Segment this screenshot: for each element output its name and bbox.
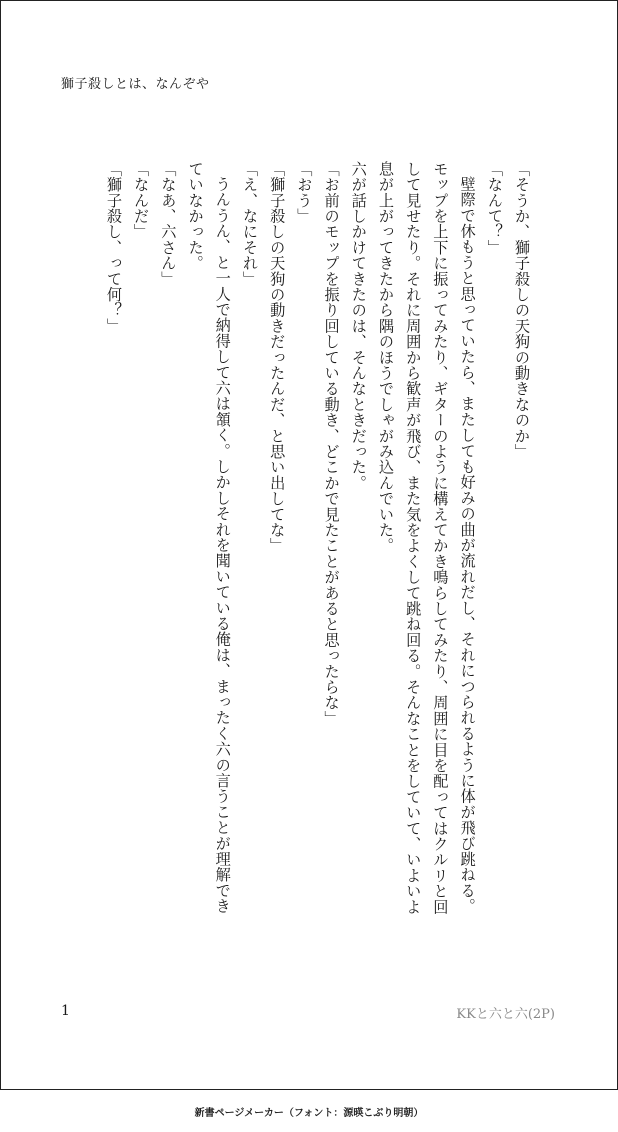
text-line: 「獅子殺しの天狗の動きだったんだ、と思い出してな」 xyxy=(268,161,287,554)
text-line: 「え、なにそれ」 xyxy=(240,161,259,287)
text-line: 「なんだ」 xyxy=(132,161,151,240)
text-line: 「なんて？」 xyxy=(485,161,504,256)
chapter-title: 獅子殺しとは、なんぞや xyxy=(61,77,210,92)
text-line: 「なあ、六さん」 xyxy=(159,161,178,287)
text-line: 「おう」 xyxy=(295,161,314,224)
vertical-body-text xyxy=(75,161,535,921)
generator-credit: 新書ページメーカー（フォント：源暎こぶり明朝） xyxy=(194,1108,424,1119)
text-line: 六が話しかけてきたのは、そんなときだった。 xyxy=(349,161,368,491)
text-line: 「お前のモップを振り回している動き、どこかで見たことがあると思ったらな」 xyxy=(322,161,341,727)
text-line: 「獅子殺し、って何？」 xyxy=(104,161,123,334)
text-line: うんうん、と一人で納得して六は頷く。しかしそれを聞いている俺は、まったく六の言うことが理解できていなかった。 xyxy=(186,161,232,915)
book-title-label: KKと六と六(2P) xyxy=(456,1007,555,1022)
text-line: 「そうか、獅子殺しの天狗の動きなのか」 xyxy=(513,161,531,460)
page-number: 1 xyxy=(61,1003,70,1019)
text-line: 壁際で休もうと思っていたら、またしても好みの曲が流れだし、それにつられるように体が飛び跳ねる。モップを上下に振ってみたり、ギターのように構えてかき鳴らしてみたり、周囲に目を配ってはクルリと回して見せたり。それに周囲から歓声が飛び、また気をよくして跳ね回る。そんなことをしていて、いよいよ息が上がってきたから隅のほうでしゃがみ込んでいた。 xyxy=(376,161,477,915)
